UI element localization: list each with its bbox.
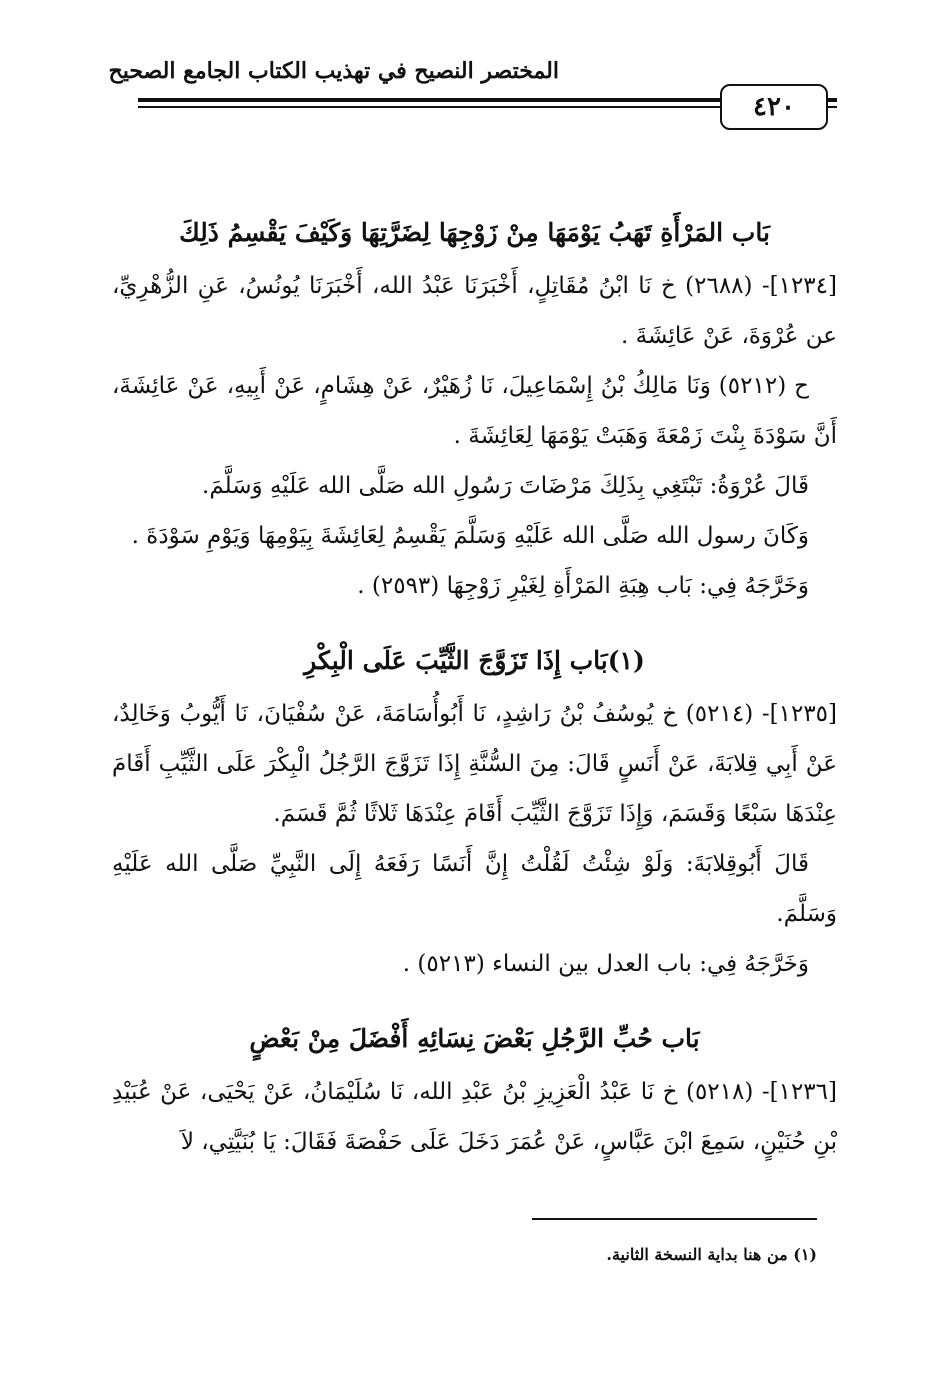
hadith-paragraph: وَكَانَ رسول الله صَلَّى الله عَلَيْهِ وَسَلَّمَ يَقْسِمُ لِعَائِشَةَ بِيَوْمِهَا وَيَوْمِ سَوْدَةَ . [131, 523, 809, 549]
chapter-heading: بَاب المَرْأَةِ تَهَبُ يَوْمَهَا مِنْ زَوْجِهَا لِضَرَّتِهَا وَكَيْفَ يَقْسِمُ ذَلِكَ [179, 218, 770, 247]
footnote-separator [532, 1218, 817, 1220]
hadith-paragraph: قَالَ عُرْوَةُ: تَبْتَغِي بِذَلِكَ مَرْضَاتَ رَسُولِ الله صَلَّى الله عَلَيْهِ وَسَلَّمَ. [202, 473, 809, 499]
chapter-heading: بَاب حُبِّ الرَّجُلِ بَعْضَ نِسَائِهِ أَفْضَلَ مِنْ بَعْضٍ [249, 1024, 700, 1053]
page-number: ٤٢٠ [720, 84, 828, 130]
chapter-heading: (١)بَاب إِذَا تَزَوَّجَ الثَّيِّبَ عَلَى الْبِكْرِ [304, 646, 645, 675]
section-gap [112, 989, 837, 1011]
hadith-paragraph: وَخَرَّجَهُ فِي: بَاب هِبَةِ المَرْأَةِ لِغَيْرِ زَوْجِهَا (٢٥٩٣) . [357, 573, 809, 599]
hadith-paragraph: [١٢٣٤]- (٢٦٨٨) خ نَا ابْنُ مُقَاتِلٍ، أَخْبَرَنَا عَبْدُ الله، أَخْبَرَنَا يُونُسُ، عَنِ الزُّهْرِيِّ، عن عُرْوَةَ، عَنْ عَائِشَةَ . [112, 273, 837, 349]
hadith-paragraph: [١٢٣٥]- (٥٢١٤) خ يُوسُفُ بْنُ رَاشِدٍ، نَا أَبُوأُسَامَةَ، عَنْ سُفْيَانَ، نَا أَيُّوبُ وَخَالِدٌ، عَنْ أَبِي قِلابَةَ، عَنْ أَنَسٍ قَالَ: مِنَ السُّنَّةِ إِذَا تَزَوَّجَ الرَّجُلُ الْبِكْرَ عَلَى الثَّيِّبِ أَقَامَ عِنْدَهَا سَبْعًا وَقَسَمَ، وَإِذَا تَزَوَّجَ الثَّيِّبَ أَقَامَ عِنْدَهَا ثَلاثًا ثُمَّ قَسَمَ. [112, 701, 838, 827]
section-gap [112, 611, 837, 633]
running-header-title: المختصر النصيح في تهذيب الكتاب الجامع الصحيح [108, 58, 559, 84]
hadith-paragraph: قَالَ أَبُوقِلابَةَ: وَلَوْ شِئْتُ لَقُلْتُ إِنَّ أَنَسًا رَفَعَهُ إِلَى النَّبِيِّ صَلَّى الله عَلَيْهِ وَسَلَّمَ. [112, 851, 837, 927]
hadith-paragraph: [١٢٣٦]- (٥٢١٨) خ نَا عَبْدُ الْعَزِيزِ بْنُ عَبْدِ الله، نَا سُلَيْمَانُ، عَنْ يَحْيَى، عَنْ عُبَيْدِ بْنِ حُنَيْنٍ، سَمِعَ ابْنَ عَبَّاسٍ، عَنْ عُمَرَ دَخَلَ عَلَى حَفْصَةَ فَقَالَ: يَا بُنَيَّتِي، لاَ [112, 1079, 837, 1155]
page-body [112, 205, 837, 1167]
hadith-paragraph: وَخَرَّجَهُ فِي: باب العدل بين النساء (٥٢١٣) . [402, 951, 809, 977]
footnote: (١) من هنا بداية النسخة الثانية. [606, 1245, 817, 1264]
hadith-paragraph: ح (٥٢١٢) وَنَا مَالِكُ بْنُ إِسْمَاعِيلَ، نَا زُهَيْرٌ، عَنْ هِشَامٍ، عَنْ أَبِيهِ، عَنْ عَائِشَةَ، أَنَّ سَوْدَةَ بِنْتَ زَمْعَةَ وَهَبَتْ يَوْمَهَا لِعَائِشَةَ . [112, 373, 837, 449]
